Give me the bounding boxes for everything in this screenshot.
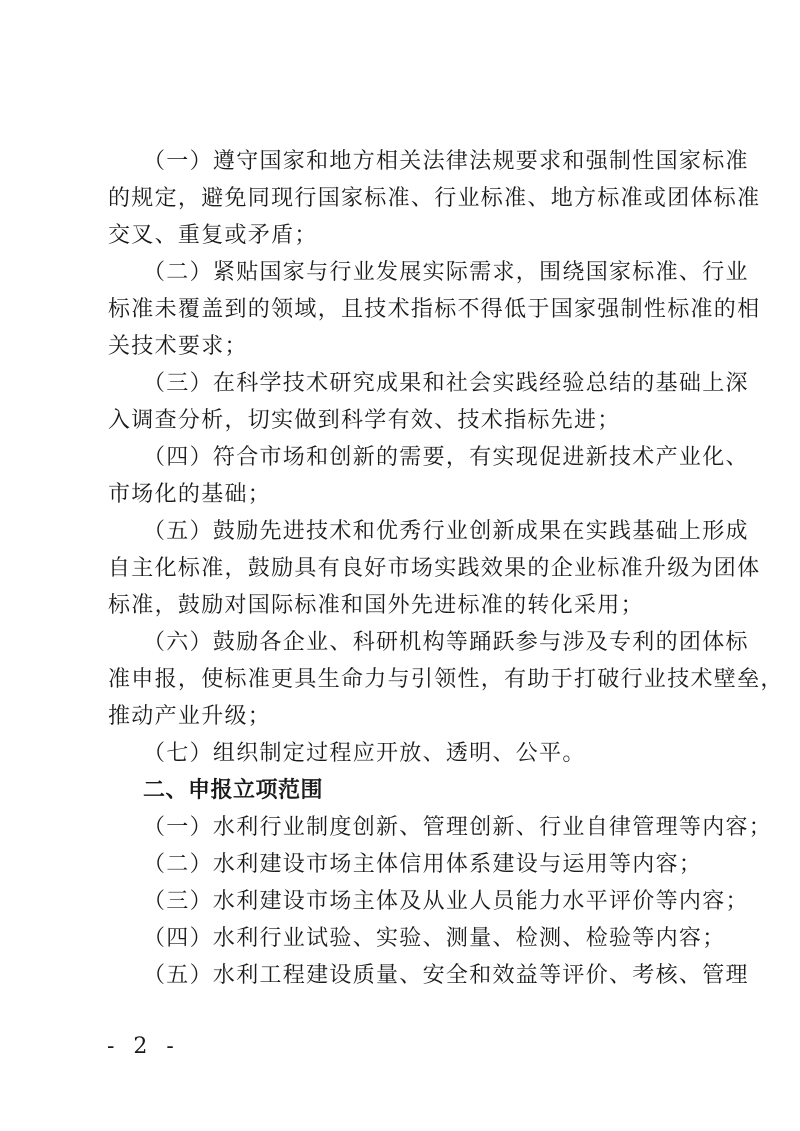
paragraph-line: 关技术要求； bbox=[108, 334, 248, 359]
paragraph-line: （二）紧贴国家与行业发展实际需求，围绕国家标准、行业 bbox=[143, 260, 749, 285]
paragraph-line: 准申报，使标准更具生命力与引领性，有助于打破行业技术壁垒， bbox=[108, 667, 784, 692]
paragraph-line: （一）遵守国家和地方相关法律法规要求和强制性国家标准 bbox=[143, 149, 749, 174]
paragraph-line: 标准未覆盖到的领域，且技术指标不得低于国家强制性标准的相 bbox=[108, 297, 761, 322]
paragraph-line: 推动产业升级； bbox=[108, 704, 272, 729]
paragraph-line: （二）水利建设市场主体信用体系建设与运用等内容； bbox=[143, 852, 703, 877]
paragraph-line: （五）水利工程建设质量、安全和效益等评价、考核、管理 bbox=[143, 963, 749, 988]
paragraph-line: （四）水利行业试验、实验、测量、检测、检验等内容； bbox=[143, 926, 726, 951]
page-number: - 2 - bbox=[107, 1034, 180, 1059]
paragraph-line: 交叉、重复或矛盾； bbox=[108, 223, 318, 248]
paragraph-line: （六）鼓励各企业、科研机构等踊跃参与涉及专利的团体标 bbox=[143, 630, 749, 655]
paragraph-line: 标准，鼓励对国际标准和国外先进标准的转化采用； bbox=[108, 593, 644, 618]
paragraph-line: 市场化的基础； bbox=[108, 482, 272, 507]
paragraph-line: 自主化标准，鼓励具有良好市场实践效果的企业标准升级为团体 bbox=[108, 556, 761, 581]
paragraph-line: （五）鼓励先进技术和优秀行业创新成果在实践基础上形成 bbox=[143, 519, 749, 544]
paragraph-line: 的规定，避免同现行国家标准、行业标准、地方标准或团体标准 bbox=[108, 186, 761, 211]
paragraph-line: （三）在科学技术研究成果和社会实践经验总结的基础上深 bbox=[143, 371, 749, 396]
paragraph-line: （三）水利建设市场主体及从业人员能力水平评价等内容； bbox=[143, 889, 749, 914]
section-heading: 二、申报立项范围 bbox=[143, 778, 324, 803]
paragraph-line: 入调查分析，切实做到科学有效、技术指标先进； bbox=[108, 408, 621, 433]
paragraph-line: （一）水利行业制度创新、管理创新、行业自律管理等内容； bbox=[143, 815, 773, 840]
paragraph-line: （七）组织制定过程应开放、透明、公平。 bbox=[143, 741, 586, 766]
paragraph-line: （四）符合市场和创新的需要，有实现促进新技术产业化、 bbox=[143, 445, 749, 470]
